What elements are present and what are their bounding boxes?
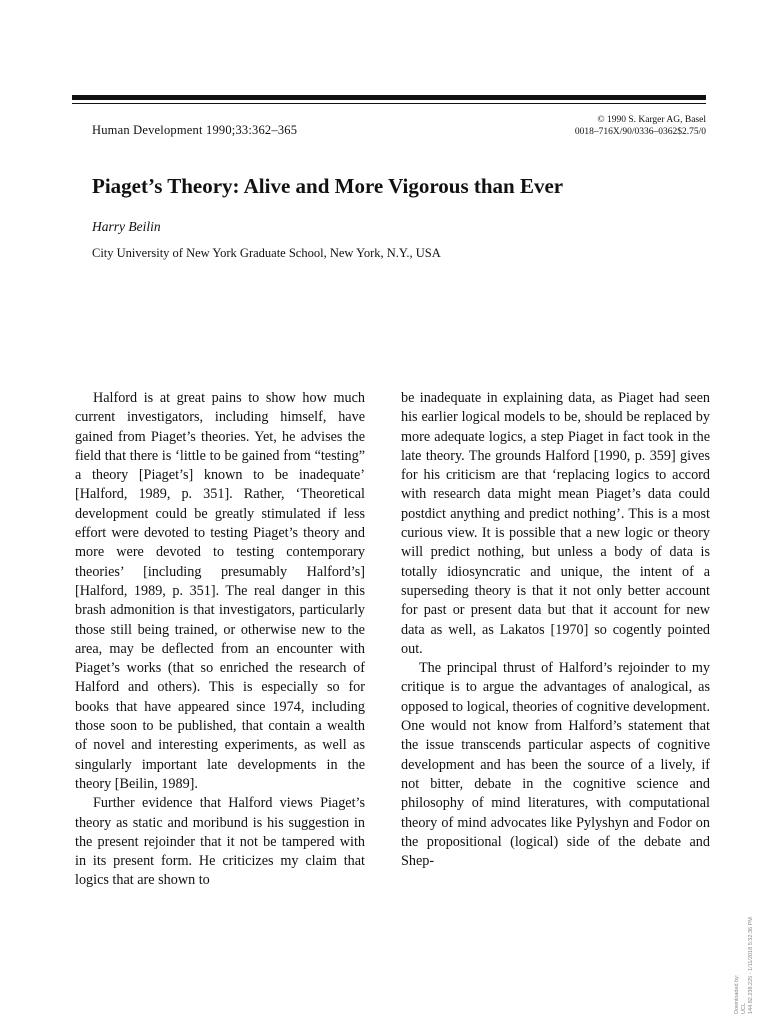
copyright-line: © 1990 S. Karger AG, Basel bbox=[597, 115, 706, 125]
header-rule-thick bbox=[72, 95, 706, 100]
paragraph: Halford is at great pains to show how much current investigators, including himself, have gained from Piaget’s theories. Yet, he advises the field that there is ‘little to be gained from “testing” a theory [Piaget’s] known to be inadequate’ [Halford, 1989, p. 351]. Rather, ‘Theoretical development could be greatly stimulated if less effort were devoted to testing Piaget’s theory and more were devoted to testing contemporary theories’ [including presumably Halford’s] [Halford, 1989, p. 351]. The real danger in this brash admonition is that investigators, particularly those still being trained, or otherwise new to the area, may be deflected from an encounter with Piaget’s works (that so enriched the research of Halford and others). This is especially so for books that have appeared since 1974, including those soon to be published, that contain a wealth of novel and interesting experiments, as well as singularly important late developments in the theory [Beilin, 1989]. bbox=[75, 390, 365, 792]
header-rule-thin bbox=[72, 103, 706, 104]
author-affiliation: City University of New York Graduate School, New York, N.Y., USA bbox=[92, 246, 441, 260]
paragraph: The principal thrust of Halford’s rejoinder to my critique is to argue the advantages of analogical, as opposed to logical, theories of cognitive development. One would not know from Halford’s statement that the issue transcends particular aspects of cognitive development and has been the source of a lively, if not bitter, debate in the cognitive science and philosophy of mind literatures, with computational theory of mind advocates like Pylyshyn and Fodor on the propositional (logical) side of the debate and Shep- bbox=[401, 660, 710, 870]
journal-citation: Human Development 1990;33:362–365 bbox=[92, 123, 298, 137]
watermark-line: Downloaded by: bbox=[734, 974, 740, 1014]
author-name: Harry Beilin bbox=[92, 219, 161, 234]
paragraph: Further evidence that Halford views Piaget’s theory as static and moribund is his suggestion in the present rejoinder that it not be tampered with in its present form. He criticizes my claim that logics that are shown to bbox=[75, 795, 365, 889]
body-column-left bbox=[75, 389, 365, 891]
watermark-line: 144.82.238.225 - 1/11/2018 5:32:36 PM bbox=[748, 917, 754, 1014]
watermark-line: UCL bbox=[741, 1002, 747, 1014]
issn-line: 0018–716X/90/0336–0362$2.75/0 bbox=[574, 127, 706, 137]
body-column-right bbox=[401, 389, 710, 871]
paragraph: be inadequate in explaining data, as Piaget had seen his earlier logical models to be, should be replaced by more adequate logics, a step Piaget in fact took in the late theory. The grounds Halford [1990, p. 359] gives for his criticism are that ‘replacing logics to accord with research data might mean Piaget’s data could postdict anything and predict nothing’. This is a most curious view. It is possible that a new logic or theory will predict nothing, but unless a body of data is totally idiosyncratic and unique, the intent of a superseding theory is that it not only better account for past or present data but that it account for new data as well, as Lakatos [1970] so cogently pointed out. bbox=[401, 390, 710, 657]
copyright-notice bbox=[575, 114, 706, 138]
article-title: Piaget’s Theory: Alive and More Vigorous than Ever bbox=[92, 174, 564, 198]
download-watermark bbox=[734, 917, 755, 1014]
